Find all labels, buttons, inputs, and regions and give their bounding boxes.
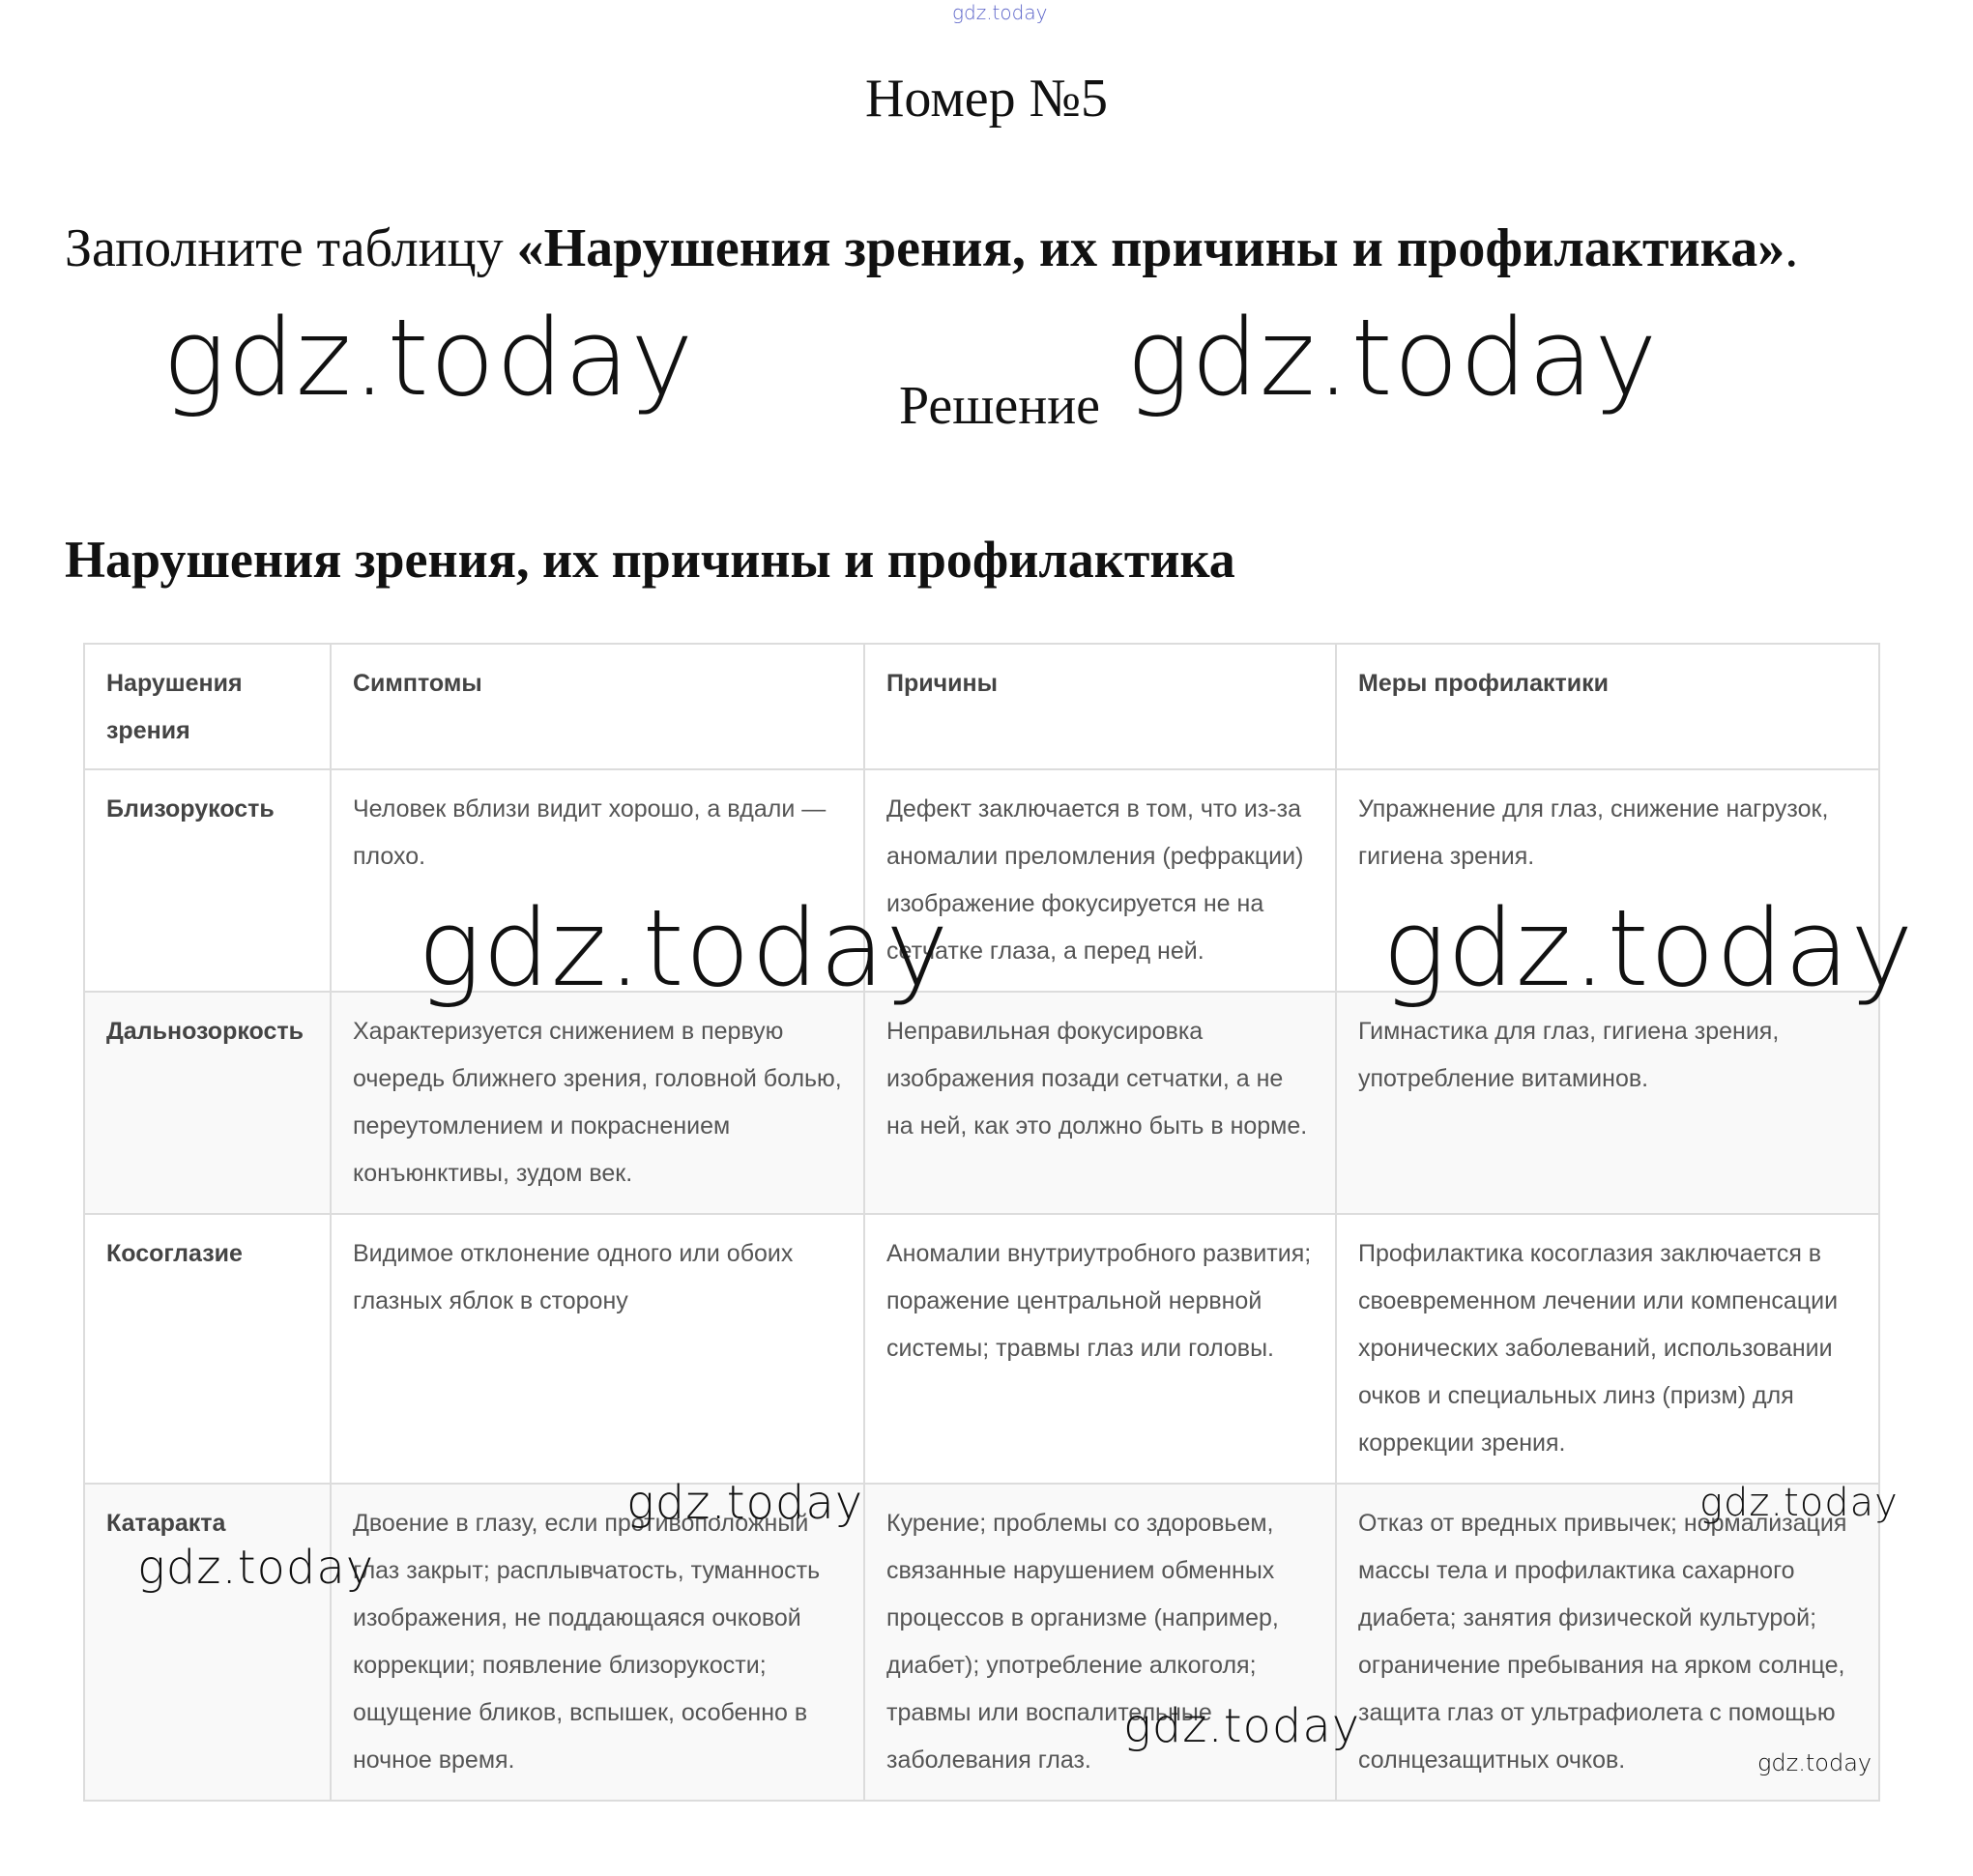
header-prevention: Меры профилактики bbox=[1336, 644, 1879, 769]
task-text bbox=[65, 217, 1798, 279]
watermark-medium: gdz.today bbox=[137, 1541, 375, 1595]
watermark-large-table-left: gdz.today bbox=[418, 886, 950, 1010]
cell-symptoms: Характеризуется снижением в первую очередь ближнего зрения, головной болью, переутомлением и покраснением конъюнктивы, зудом век. bbox=[331, 992, 864, 1214]
page-title: Номер №5 bbox=[864, 69, 1109, 129]
cell-prevention: Гимнастика для глаз, гигиена зрения, употребление витаминов. bbox=[1336, 992, 1879, 1214]
table-container bbox=[83, 643, 1878, 1802]
cell-causes: Аномалии внутриутробного развития; поражение центральной нервной системы; травмы глаз или головы. bbox=[864, 1214, 1336, 1484]
watermark-medium: gdz.today bbox=[626, 1476, 864, 1530]
cell-prevention: Профилактика косоглазия заключается в своевременном лечении или компенсации хронических заболеваний, использовании очков и специальных линз (призм) для коррекции зрения. bbox=[1336, 1214, 1879, 1484]
task-bold: «Нарушения зрения, их причины и профилактика» bbox=[516, 218, 1785, 278]
cell-disorder: Катаракта bbox=[84, 1484, 331, 1801]
task-prefix: Заполните таблицу bbox=[65, 218, 517, 278]
cell-symptoms: Видимое отклонение одного или обоих глазных яблок в сторону bbox=[331, 1214, 864, 1484]
vision-disorders-table bbox=[83, 643, 1880, 1802]
watermark-medium: gdz.today bbox=[1123, 1699, 1361, 1753]
cell-disorder: Дальнозоркость bbox=[84, 992, 331, 1214]
watermark-top: gdz.today bbox=[952, 1, 1048, 24]
header-symptoms: Симптомы bbox=[331, 644, 864, 769]
cell-causes: Дефект заключается в том, что из-за аномалии преломления (рефракции) изображение фокусируется не на сетчатке глаза, а перед ней. bbox=[864, 769, 1336, 992]
solution-label: Решение bbox=[899, 376, 1101, 436]
table-row bbox=[84, 1214, 1879, 1484]
watermark-medium: gdz.today bbox=[1699, 1481, 1899, 1525]
cell-prevention: Упражнение для глаз, снижение нагрузок, гигиена зрения. bbox=[1336, 769, 1879, 992]
cell-disorder: Близорукость bbox=[84, 769, 331, 992]
watermark-large-table-right: gdz.today bbox=[1382, 886, 1915, 1010]
cell-symptoms: Двоение в глазу, если противоположный глаз закрыт; расплывчатость, туманность изображения, не поддающаяся очковой коррекции; появление близорукости; ощущение бликов, вспышек, особенно в ночное время. bbox=[331, 1484, 864, 1801]
cell-causes: Курение; проблемы со здоровьем, связанные нарушением обменных процессов в организме (например, диабет); употребление алкоголя; травмы или воспалительные заболевания глаз. bbox=[864, 1484, 1336, 1801]
table-header-row bbox=[84, 644, 1879, 769]
header-causes: Причины bbox=[864, 644, 1336, 769]
cell-disorder: Косоглазие bbox=[84, 1214, 331, 1484]
table-row bbox=[84, 1484, 1879, 1801]
header-disorder: Нарушения зрения bbox=[84, 644, 331, 769]
table-heading: Нарушения зрения, их причины и профилактика bbox=[65, 531, 1235, 589]
cell-causes: Неправильная фокусировка изображения позади сетчатки, а не на ней, как это должно быть в норме. bbox=[864, 992, 1336, 1214]
cell-symptoms: Человек вблизи видит хорошо, а вдали — плохо. bbox=[331, 769, 864, 992]
task-suffix: . bbox=[1784, 218, 1799, 278]
watermark-large-right: gdz.today bbox=[1126, 296, 1659, 419]
watermark-small: gdz.today bbox=[1757, 1749, 1872, 1776]
watermark-large-left: gdz.today bbox=[162, 296, 695, 419]
table-row bbox=[84, 992, 1879, 1214]
cell-prevention: Отказ от вредных привычек; нормализация массы тела и профилактика сахарного диабета; занятия физической культурой; ограничение пребывания на ярком солнце, защита глаз от ультрафиолета с помощью солнцезащитных очков. bbox=[1336, 1484, 1879, 1801]
